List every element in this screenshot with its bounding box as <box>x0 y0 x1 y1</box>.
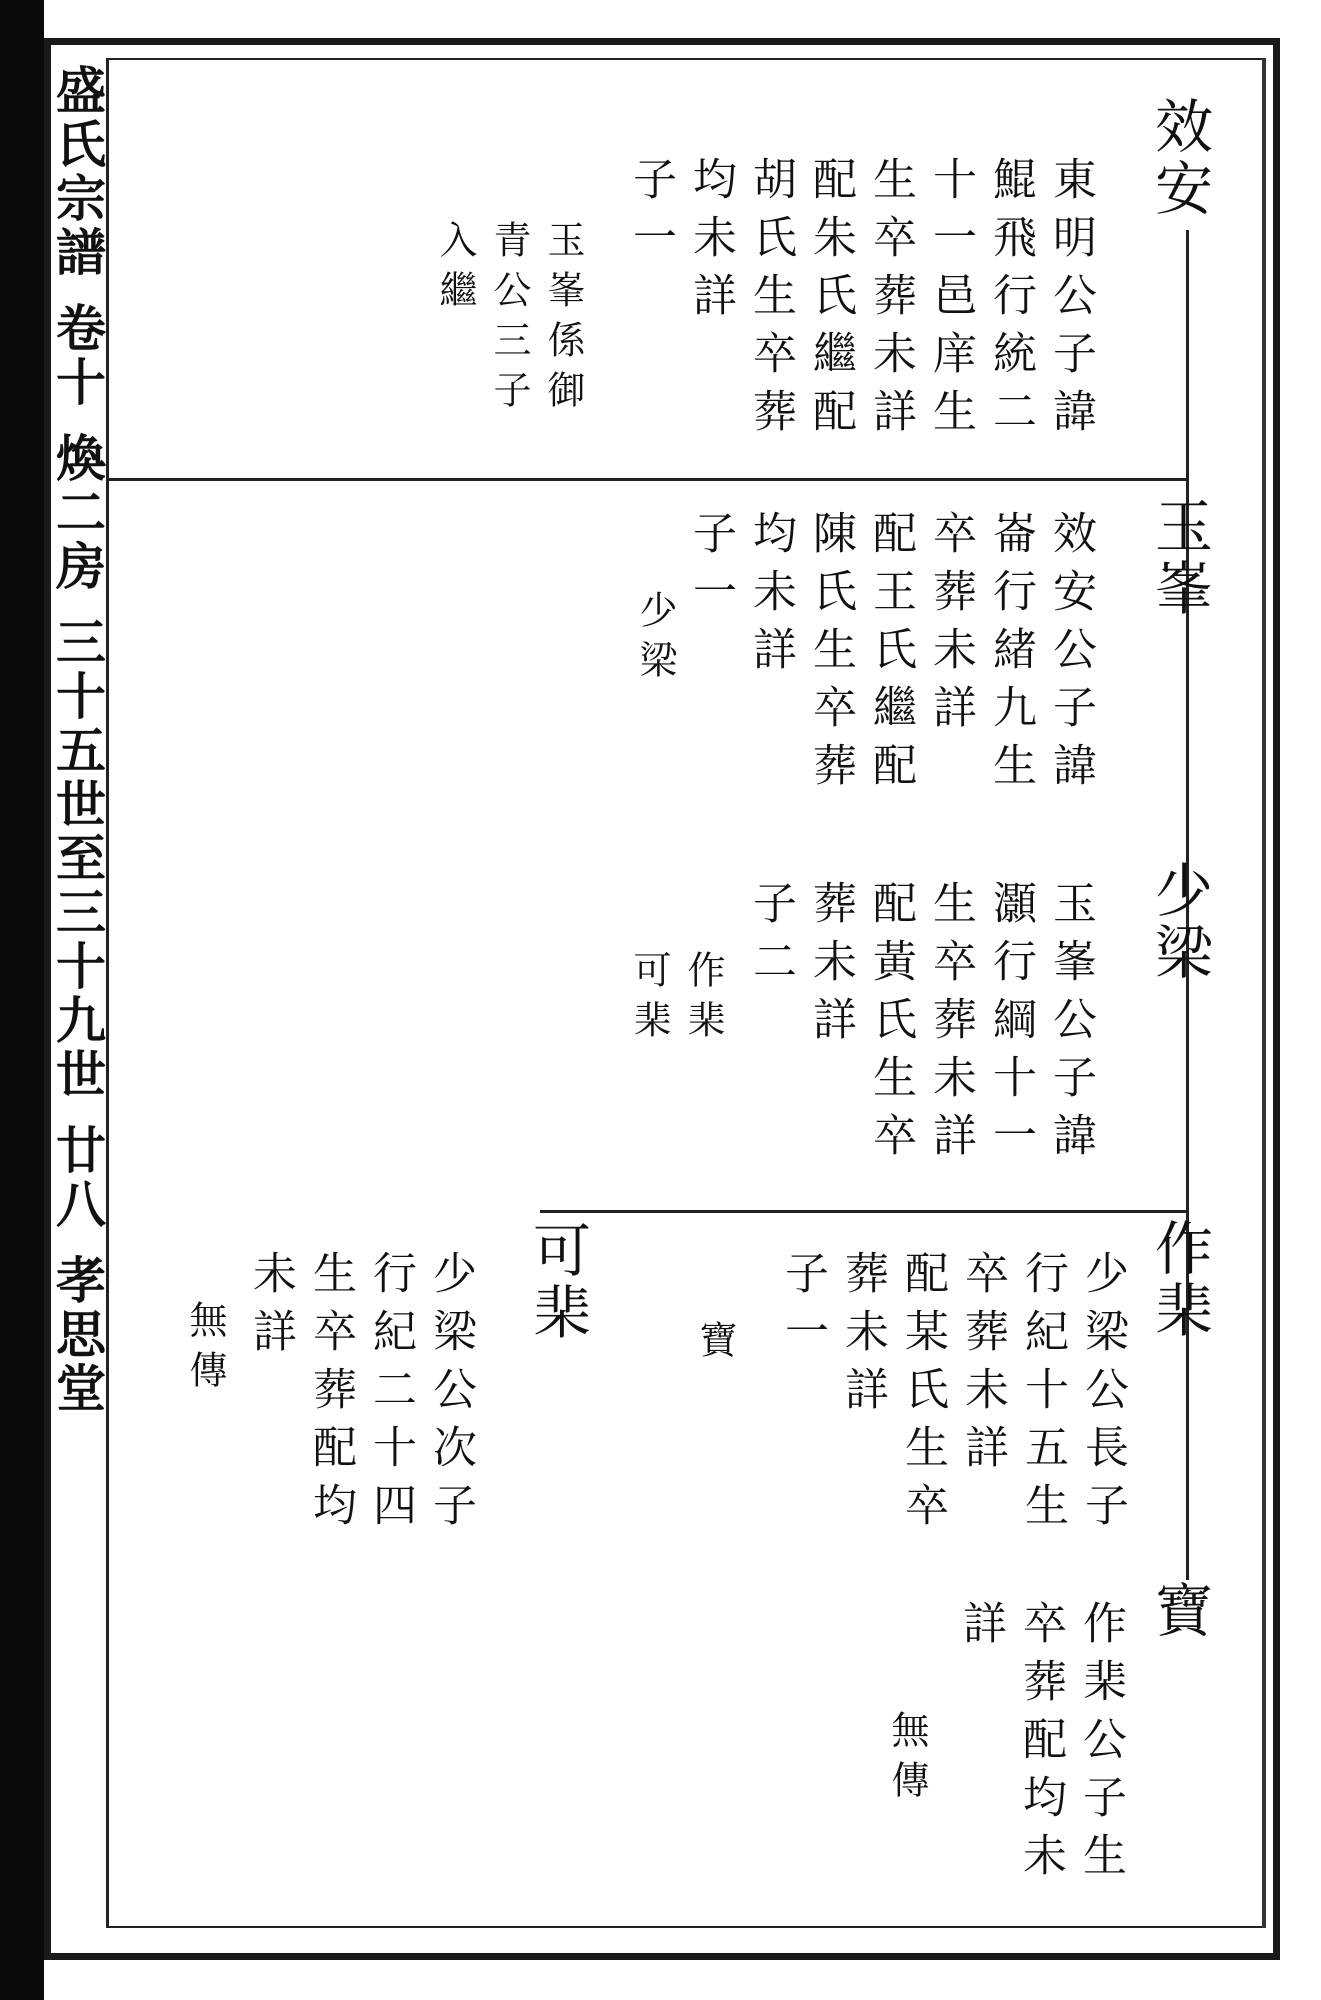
entry-name-kefei: 可棐 <box>523 1220 591 1344</box>
entry-name-yufeng: 玉峯 <box>1145 496 1213 620</box>
margin-hall-name: 孝思堂 <box>48 1254 107 1416</box>
entry-text-zuofei: 少梁公長子 行紀十五生 卒葬未詳 配某氏生卒 葬未詳 子一 <box>777 1250 1128 1540</box>
entry-text-xiaoan: 東明公子諱 鯤飛行統二 十一邑庠生 生卒葬未詳 配朱氏繼配 胡氏生卒葬 均未詳 子一 <box>625 156 1096 446</box>
generation-divider-2 <box>540 1210 1189 1213</box>
entry-son-zuofei: 寶 <box>693 1320 737 1370</box>
entry-note-kefei: 無傳 <box>183 1300 227 1400</box>
margin-branch: 煥二房 <box>48 432 107 594</box>
margin-page-number: 廿八 <box>48 1124 107 1232</box>
right-border-rule <box>1262 58 1266 1928</box>
entry-name-bao: 寶 <box>1145 1580 1213 1642</box>
entry-son-yufeng: 少梁 <box>633 590 677 690</box>
entry-name-xiaoan: 效安 <box>1145 96 1213 220</box>
generation-divider-1 <box>109 478 1189 481</box>
margin-generation-range: 三十五世至三十九世 <box>48 616 107 1102</box>
entry-name-shaoliang: 少梁 <box>1145 860 1213 984</box>
entry-son-xiaoan: 玉峯係御 青公三子 入繼 <box>433 220 585 420</box>
entry-text-yufeng: 效安公子諱 崙行緒九生 卒葬未詳 配王氏繼配 陳氏生卒葬 均未詳 子一 <box>685 510 1096 800</box>
entry-name-zuofei: 作棐 <box>1145 1218 1213 1342</box>
entry-text-kefei: 少梁公次子 行紀二十四 生卒葬配均 未詳 <box>245 1250 476 1540</box>
margin-header <box>48 64 106 1934</box>
entry-note-bao: 無傳 <box>885 1710 929 1810</box>
margin-volume: 卷十 <box>48 302 107 410</box>
entry-son-shaoliang: 作棐 可棐 <box>627 950 725 1050</box>
margin-title: 盛氏宗譜 <box>48 64 107 280</box>
entry-text-shaoliang: 玉峯公子諱 灝行綱十一 生卒葬未詳 配黃氏生卒 葬未詳 子二 <box>745 880 1096 1170</box>
book-binding-edge <box>0 0 44 2000</box>
entry-text-bao: 作棐公子生 卒葬配均未 詳 <box>955 1600 1126 1890</box>
